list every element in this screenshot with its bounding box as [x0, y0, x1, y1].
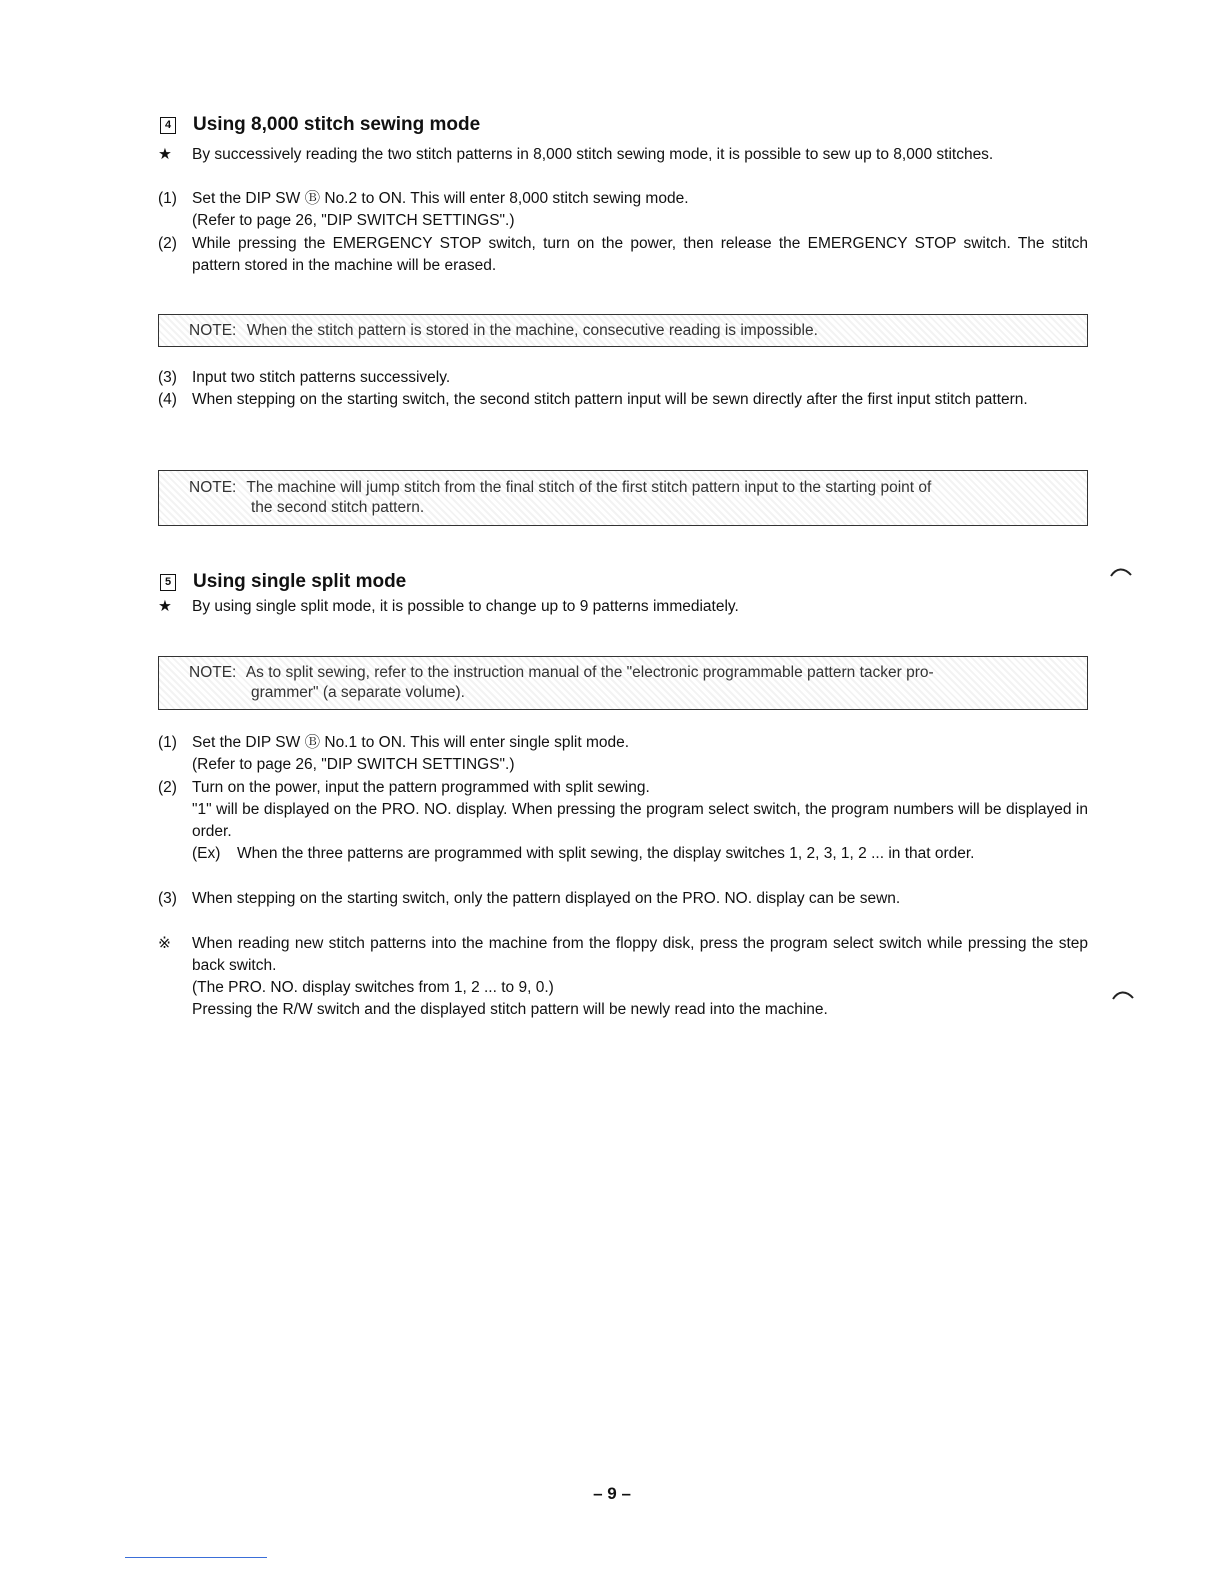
- step-marker: (1): [158, 734, 177, 751]
- section-4-intro-text: By successively reading the two stitch patterns in 8,000 stitch sewing mode, it is possible to sew up to 8,000 stitches.: [192, 146, 994, 163]
- section-5-title: Using single split mode: [193, 571, 407, 592]
- section-5-intro: [158, 596, 1088, 618]
- step-marker: (3): [158, 369, 177, 386]
- note-box-3: [158, 656, 1088, 710]
- note-label: NOTE:: [189, 664, 237, 681]
- note-text: When the stitch pattern is stored in the machine, consecutive reading is impossible.: [246, 322, 818, 339]
- step-text: When stepping on the starting switch, the second stitch pattern input will be sewn directly after the first input stitch pattern.: [192, 391, 1028, 408]
- section-4-step-4: [158, 389, 1088, 411]
- section-4-heading: [160, 114, 480, 136]
- note-label: NOTE:: [189, 322, 237, 339]
- step-text: Input two stitch patterns successively.: [192, 369, 451, 386]
- step-text: When stepping on the starting switch, only the pattern displayed on the PRO. NO. display can be sewn.: [192, 890, 901, 907]
- section-5-remark: [158, 933, 1088, 1021]
- step-detail: "1" will be displayed on the PRO. NO. display. When pressing the program select switch, the program numbers will be displayed in order.: [192, 801, 1088, 840]
- section-4-step-3: [158, 367, 1088, 389]
- remark-text: When reading new stitch patterns into the machine from the floppy disk, press the program select switch while pressing the step back switch.: [192, 935, 1088, 974]
- section-5-step-1: [158, 732, 1088, 776]
- bottom-rule: [125, 1557, 267, 1558]
- page-number: – 9 –: [593, 1484, 631, 1503]
- note-text-line-1: The machine will jump stitch from the final stitch of the first stitch pattern input to the starting point of: [246, 479, 932, 496]
- step-reference: (Refer to page 26, "DIP SWITCH SETTINGS".): [192, 212, 515, 229]
- margin-mark-icon: [1112, 989, 1134, 1001]
- step-text: While pressing the EMERGENCY STOP switch, turn on the power, then release the EMERGENCY STOP switch. The stitch pattern stored in the machine will be erased.: [192, 235, 1088, 274]
- section-5-heading: [160, 571, 406, 593]
- step-text: Set the DIP SW Ⓑ No.2 to ON. This will enter 8,000 stitch sewing mode.: [192, 190, 689, 207]
- note-text-line-2: the second stitch pattern.: [251, 499, 425, 516]
- section-4-step-2: [158, 233, 1088, 277]
- section-4-number: 4: [160, 117, 176, 134]
- example-row: [192, 843, 1088, 865]
- example-text: When the three patterns are programmed with split sewing, the display switches 1, 2, 3, 1, 2 ... in that order.: [237, 845, 975, 862]
- reference-mark-icon: ※: [158, 935, 171, 952]
- step-marker: (2): [158, 779, 177, 796]
- remark-line-2: (The PRO. NO. display switches from 1, 2 ... to 9, 0.): [192, 979, 554, 996]
- step-text: Set the DIP SW Ⓑ No.1 to ON. This will enter single split mode.: [192, 734, 630, 751]
- section-4-step-1: [158, 188, 1088, 232]
- section-5-step-3: [158, 888, 1088, 910]
- step-reference: (Refer to page 26, "DIP SWITCH SETTINGS".): [192, 756, 515, 773]
- note-box-1: [158, 314, 1088, 347]
- step-marker: (2): [158, 235, 177, 252]
- section-4-intro: [158, 144, 1088, 166]
- section-5-step-2: [158, 777, 1088, 865]
- example-marker: (Ex): [192, 845, 221, 862]
- star-marker: ★: [158, 146, 172, 163]
- step-text: Turn on the power, input the pattern programmed with split sewing.: [192, 779, 650, 796]
- remark-line-3: Pressing the R/W switch and the displayed stitch pattern will be newly read into the machine.: [192, 1001, 828, 1018]
- step-marker: (4): [158, 391, 177, 408]
- note-label: NOTE:: [189, 479, 237, 496]
- step-marker: (1): [158, 190, 177, 207]
- section-4-title: Using 8,000 stitch sewing mode: [193, 114, 481, 135]
- note-text-line-1: As to split sewing, refer to the instruction manual of the "electronic programmable pattern tacker pro-: [245, 664, 934, 681]
- note-box-2: [158, 470, 1088, 526]
- section-5-number: 5: [160, 574, 176, 591]
- section-5-intro-text: By using single split mode, it is possible to change up to 9 patterns immediately.: [192, 598, 739, 615]
- step-marker: (3): [158, 890, 177, 907]
- star-marker: ★: [158, 598, 172, 615]
- note-text-line-2: grammer" (a separate volume).: [251, 684, 465, 701]
- margin-mark-icon: [1110, 566, 1132, 578]
